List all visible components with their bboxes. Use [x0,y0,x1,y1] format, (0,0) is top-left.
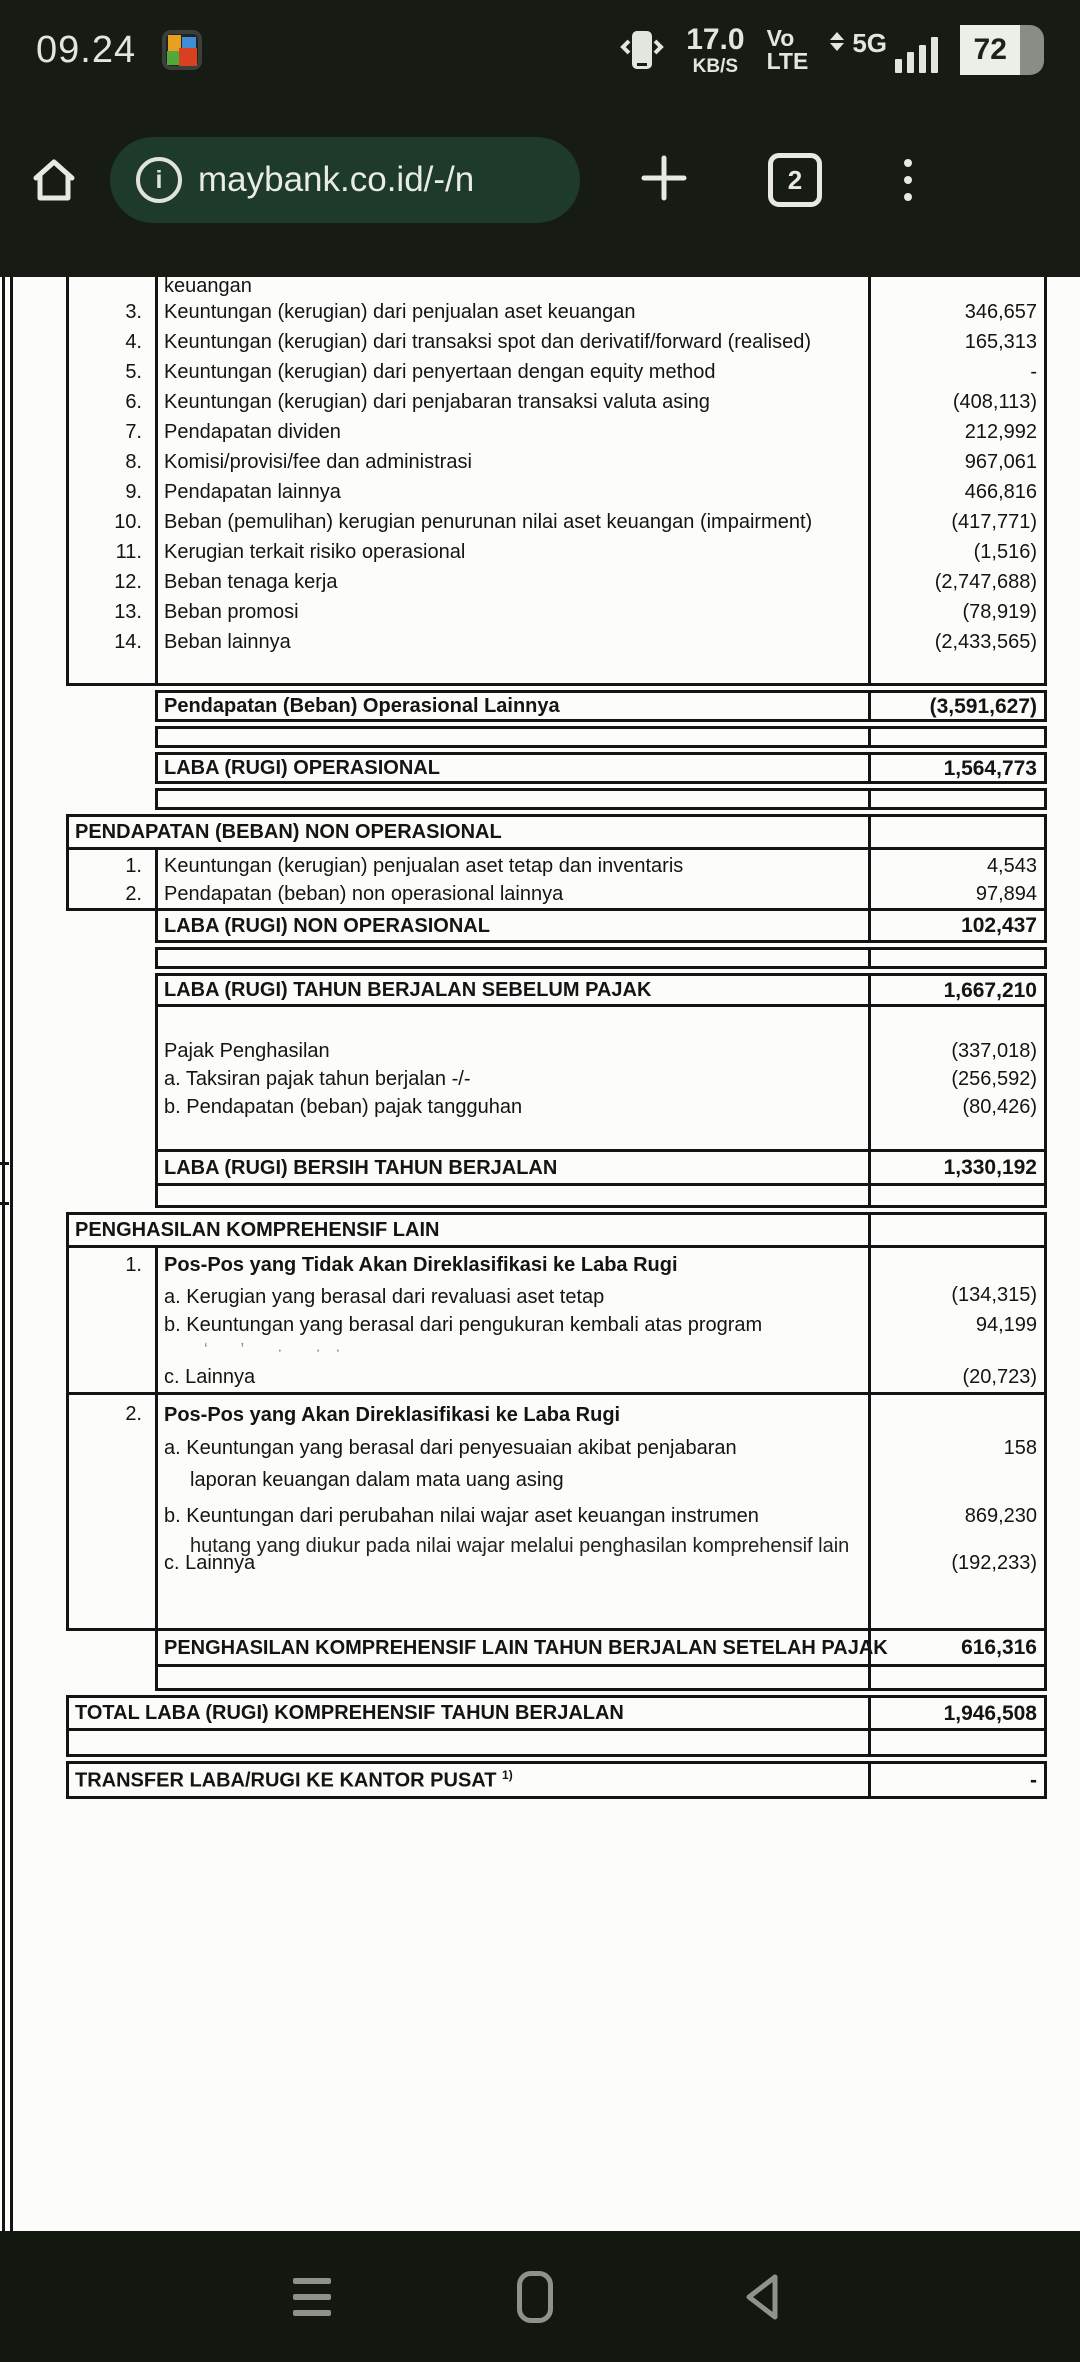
section-title: PENGHASILAN KOMPREHENSIF LAIN [75,1219,440,1241]
tab-switcher-button[interactable] [768,153,822,207]
browser-toolbar [0,100,1080,260]
row-value: 466,816 [964,481,1037,503]
total-row-value: 1,667,210 [943,978,1037,1002]
row-value: 212,992 [964,421,1037,443]
clipped-text-fragment [0,1775,7,1802]
vibrate-icon [620,27,664,73]
android-back-button[interactable] [739,2269,787,2325]
spacer-row [155,1667,1047,1691]
network-type-label: 5G [852,27,887,58]
oci-section-header [66,1212,1047,1248]
income-tax-block [155,1007,1047,1152]
section-title: PENDAPATAN (BEBAN) NON OPERASIONAL [75,821,502,843]
total-row-label: TOTAL LABA (RUGI) KOMPREHENSIF TAHUN BERJALAN [75,1702,624,1724]
operating-profit-row [155,752,1047,784]
url-bar[interactable] [110,137,580,223]
footnote-marker: 1) [502,1768,513,1783]
transfer-row [66,1761,1047,1799]
web-page-content [0,277,1080,2231]
row-label: b. Pendapatan (beban) pajak tangguhan [164,1096,523,1118]
render-artifact-text: ʻ ʼ · ·· [204,1340,355,1359]
recents-menu-button[interactable] [293,2278,331,2316]
url-text: maybank.co.id/-/n [198,160,475,199]
row-label: Kerugian terkait risiko operasional [164,541,466,563]
row-label: Pajak Penghasilan [164,1040,330,1062]
total-row-value: 1,564,773 [943,756,1037,780]
network-speed-unit: KB/S [692,55,739,77]
notification-app-icon [162,30,202,70]
total-row-label: PENGHASILAN KOMPREHENSIF LAIN TAHUN BERJALAN SETELAH PAJAK [164,1636,888,1659]
row-value: (192,233) [951,1552,1037,1574]
row-label-continuation: laporan keuangan dalam mata uang asing [190,1469,564,1491]
total-row-label: TRANSFER LABA/RUGI KE KANTOR PUSAT $^{1)}$ [75,1768,513,1792]
row-label: Komisi/provisi/fee dan administrasi [164,451,472,473]
row-value: 97,894 [975,883,1037,905]
home-button[interactable] [28,154,80,206]
row-label: b. Keuntungan dari perubahan nilai wajar aset keuangan instrumen [164,1505,759,1527]
row-number: 5. [125,361,142,383]
row-number: 12. [114,571,142,593]
row-number: 2. [125,883,142,905]
spacer-row [155,947,1047,969]
row-label: Beban tenaga kerja [164,571,338,593]
signal-indicator [830,28,938,73]
financial-statement-table [66,277,1047,1799]
row-number: 2. [125,1403,142,1425]
row-label: a. Taksiran pajak tahun berjalan -/- [164,1068,471,1090]
row-label: Beban lainnya [164,631,291,653]
spacer-row [66,1731,1047,1757]
total-row-label: LABA (RUGI) BERSIH TAHUN BERJALAN [164,1156,558,1179]
row-number: 14. [114,631,142,653]
total-row-value: 102,437 [961,914,1037,937]
android-navigation-bar [0,2231,1080,2362]
non-operating-items-block [66,850,1047,911]
signal-bars-icon [895,37,938,73]
row-label: Beban promosi [164,601,299,623]
row-label: Keuntungan (kerugian) penjualan aset tetap dan inventaris [164,855,684,877]
clipped-text-fragment [0,480,7,507]
row-value: 346,657 [964,301,1037,323]
total-row-value: (3,591,627) [929,694,1037,718]
operational-items-block [66,277,1047,686]
oci-total-row [155,1631,1047,1667]
total-row-value: - [1030,1768,1037,1792]
site-info-icon[interactable]: i [136,157,182,203]
row-number: 4. [125,331,142,353]
row-value: (256,592) [951,1068,1037,1090]
clipped-text-fragment [0,450,7,477]
row-value: (337,018) [951,1040,1037,1062]
total-row-label: LABA (RUGI) NON OPERASIONAL [164,914,490,937]
row-number: 11. [115,541,142,563]
oci-group-title: Pos-Pos yang Tidak Akan Direklasifikasi ke Laba Rugi [164,1254,678,1276]
row-value: (417,771) [951,511,1037,533]
row-number: 10. [114,511,142,533]
non-operating-profit-row [155,911,1047,943]
data-activity-icon [830,32,844,51]
row-number: 6. [125,391,142,413]
oci-group-2 [66,1395,1047,1631]
clipped-text-fragment [0,630,7,657]
total-row-label: LABA (RUGI) TAHUN BERJALAN SEBELUM PAJAK [164,979,652,1001]
row-value: 94,199 [975,1314,1037,1336]
row-value: (2,747,688) [934,571,1037,593]
spacer-row [155,726,1047,748]
row-value: 165,313 [964,331,1037,353]
row-label: Beban (pemulihan) kerugian penurunan nilai aset keuangan (impairment) [164,511,813,533]
clipped-text-fragment [0,2170,7,2197]
row-label: b. Keuntungan yang berasal dari pengukuran kembali atas program [164,1314,763,1336]
row-value: (20,723) [962,1366,1037,1388]
row-value: (134,315) [951,1284,1037,1306]
oci-group-1 [66,1248,1047,1395]
row-number: 7. [125,421,142,443]
battery-percent: 72 [973,33,1007,66]
row-value: (2,433,565) [934,631,1037,653]
row-number: 1. [125,1254,142,1276]
row-label: Pendapatan dividen [164,421,341,443]
browser-menu-button[interactable] [904,159,912,201]
clipped-line-fragment [0,1162,9,1165]
clipped-row-label: hutang yang diukur pada nilai wajar melalui penghasilan komprehensif lain [190,1535,850,1557]
row-value: 4,543 [986,855,1037,877]
row-label: a. Kerugian yang berasal dari revaluasi aset tetap [164,1286,605,1308]
row-number: 13. [114,601,142,623]
battery-icon [960,25,1044,75]
row-value: (1,516) [973,541,1037,563]
row-number: 8. [125,451,142,473]
status-bar [0,0,1080,100]
row-label: Keuntungan (kerugian) dari penjualan aset keuangan [164,301,636,323]
total-comprehensive-row [66,1695,1047,1731]
row-label: Keuntungan (kerugian) dari penyertaan dengan equity method [164,361,716,383]
row-label: Pendapatan lainnya [164,481,341,503]
row-value: - [1030,361,1037,383]
clipped-line-fragment [0,1202,9,1205]
android-home-button[interactable] [517,2271,553,2323]
clipped-text-fragment [0,570,7,597]
row-value: (80,426) [962,1096,1037,1118]
total-row-value: 1,330,192 [943,1156,1037,1179]
total-row-label: Pendapatan (Beban) Operasional Lainnya [164,695,560,717]
tab-count: 2 [787,164,803,195]
row-value: 158 [1003,1437,1037,1459]
clipped-text-fragment [0,420,7,447]
total-row-value: 1,946,508 [943,1701,1037,1725]
row-label: c. Lainnya [164,1366,256,1388]
row-label: Keuntungan (kerugian) dari transaksi spot dan derivatif/forward (realised) [164,331,812,353]
row-label: Pendapatan (beban) non operasional lainnya [164,883,564,905]
total-row-value: 616,316 [961,1636,1037,1659]
row-value: 967,061 [964,451,1037,473]
clock: 09.24 [36,28,137,71]
pretax-profit-row [155,973,1047,1007]
spacer-row [155,1186,1047,1208]
non-operating-section-header [66,814,1047,850]
row-label: Keuntungan (kerugian) dari penjabaran transaksi valuta asing [164,391,710,413]
row-label: a. Keuntungan yang berasal dari penyesuaian akibat penjabaran [164,1437,737,1459]
volte-icon: Vo LTE [766,25,809,74]
row-value: 869,230 [964,1505,1037,1527]
clipped-text-fragment [0,510,7,537]
network-speed-value: 17.0 [686,22,745,56]
oci-group-title: Pos-Pos yang Akan Direklasifikasi ke Laba Rugi [164,1404,621,1426]
row-number: 9. [125,481,142,503]
cutoff-column-border [10,277,13,2231]
row-value: (408,113) [952,391,1037,413]
row-number: 1. [125,855,142,877]
row-label: c. Lainnya [164,1552,256,1574]
row-value: (78,919) [962,601,1037,623]
other-operating-total-row [155,690,1047,722]
total-row-label: LABA (RUGI) OPERASIONAL [164,757,440,779]
new-tab-button[interactable] [636,150,692,211]
spacer-row [155,788,1047,810]
network-speed-indicator [686,22,745,77]
carryover-text: keuangan [164,275,252,297]
row-number: 3. [125,301,142,323]
net-profit-row [155,1152,1047,1186]
